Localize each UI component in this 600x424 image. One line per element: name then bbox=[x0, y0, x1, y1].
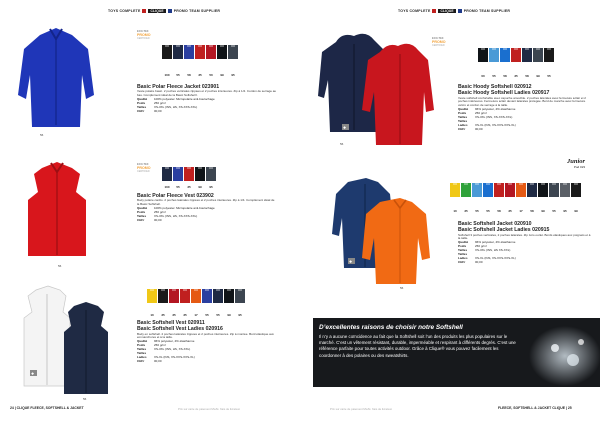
color-code: 95 bbox=[209, 185, 213, 189]
spec-value: 250 g/m² bbox=[475, 110, 487, 115]
eco-badge-line1: ECO-TEX bbox=[137, 163, 149, 166]
color-code: 17 bbox=[519, 209, 523, 213]
header-suffix: PROMO TEAM SUPPLIER bbox=[173, 9, 221, 13]
color-code: 55 bbox=[486, 209, 490, 213]
spec-row bbox=[137, 360, 277, 364]
product-title bbox=[458, 84, 593, 97]
spec-label: Qualité bbox=[458, 106, 469, 111]
spec-value: 00,00 bbox=[475, 126, 483, 131]
product-ref: 56 bbox=[58, 264, 62, 268]
flag-icon bbox=[432, 9, 436, 13]
color-code: 00 bbox=[481, 74, 485, 78]
color-swatch bbox=[472, 183, 482, 197]
color-swatch bbox=[162, 167, 172, 181]
color-code: 95 bbox=[238, 313, 242, 317]
spec-row bbox=[458, 128, 593, 132]
product-title-line: Basic Softshell Jacket Ladies 020915 bbox=[458, 227, 550, 234]
product-info-softshell-jacket bbox=[458, 221, 593, 265]
spec-label: Tailles bbox=[137, 104, 147, 109]
color-code: 58 bbox=[187, 73, 191, 77]
color-swatch bbox=[169, 289, 179, 303]
flag-icon bbox=[458, 9, 462, 13]
eco-badge bbox=[137, 163, 157, 177]
product-specs bbox=[458, 241, 593, 264]
color-swatch bbox=[549, 183, 559, 197]
color-swatch bbox=[500, 48, 510, 62]
spec-label: Poids bbox=[137, 100, 146, 105]
spec-label: Tailles Ladies bbox=[137, 350, 147, 359]
footer-section: FLEECE, SOFTSHELL & JACKET bbox=[498, 406, 552, 410]
color-code: 100 bbox=[164, 185, 170, 189]
product-ref: 56 bbox=[40, 133, 44, 137]
eco-badge-line3: CERTIFIED bbox=[432, 44, 445, 47]
eco-badge-line3: CERTIFIED bbox=[137, 37, 150, 40]
spec-label: Qualité bbox=[137, 339, 148, 344]
color-swatch bbox=[180, 289, 190, 303]
footer-note: Prix sur carte de paiement MwSt. frais de livraison bbox=[330, 407, 393, 411]
spec-label: Poids bbox=[137, 343, 146, 348]
header-left bbox=[108, 9, 220, 13]
spec-row bbox=[137, 110, 277, 114]
product-info-softshell-vest bbox=[137, 320, 277, 364]
spec-value: XS-3XL (INS, HS, XS-XXS-XXL) bbox=[154, 213, 198, 218]
color-code: 35 bbox=[464, 209, 468, 213]
color-codes bbox=[450, 209, 581, 213]
color-swatch bbox=[162, 45, 172, 59]
eco-badge-line2: PROMO bbox=[432, 40, 446, 44]
eco-badge-line1: ECO-TEX bbox=[137, 30, 149, 33]
color-swatch bbox=[527, 183, 537, 197]
header-brand: TOYS COMPLETE bbox=[398, 9, 431, 13]
product-title-line: Basic Softshell Jacket 020910 bbox=[458, 221, 532, 227]
product-info-polar-fleece-vest bbox=[137, 193, 277, 223]
spec-value: 00,00 bbox=[154, 108, 162, 113]
color-swatch bbox=[538, 183, 548, 197]
spec-label: CHFr bbox=[458, 259, 466, 264]
color-code: 35 bbox=[508, 209, 512, 213]
product-photo-hoody-softshell bbox=[318, 30, 438, 150]
product-title-line: Basic Hoody Softshell 020912 bbox=[458, 84, 532, 90]
color-swatch bbox=[206, 167, 216, 181]
color-swatch bbox=[195, 45, 205, 59]
spec-label: Tailles Ladies bbox=[458, 251, 468, 260]
spec-label: Qualité bbox=[137, 96, 148, 101]
spec-value: XS-XL (INS, XS-XXS-XXS-XL) bbox=[154, 354, 195, 359]
spec-value: 96% polyester, 4% élasthanne bbox=[475, 240, 516, 245]
product-title-line: Basic Polar Fleece Vest 023902 bbox=[137, 193, 214, 199]
spec-value: 96% polyester, 4% élasthanne bbox=[475, 106, 516, 111]
eco-badge-line2: PROMO bbox=[137, 33, 151, 37]
color-code: 99 bbox=[227, 313, 231, 317]
spec-value: XS-XL (INS, XS-XXS-XXS-XL) bbox=[475, 122, 516, 127]
promo-title: D’excellentes raisons de choisir notre Softshell bbox=[319, 324, 463, 331]
color-swatch bbox=[191, 289, 201, 303]
junior-label bbox=[567, 158, 585, 169]
product-description: Body en softshell. 2 poches latérales zippées et 2 poches intérieures. Zip à montée. Bord élastique aux emmanchures et à la taille. bbox=[137, 331, 274, 340]
color-swatch bbox=[483, 183, 493, 197]
color-swatches bbox=[162, 45, 238, 59]
color-codes bbox=[162, 185, 216, 189]
spec-label: Qualité bbox=[458, 240, 469, 245]
product-title-line: Basic Polar Fleece Jacket 023901 bbox=[137, 84, 220, 90]
spec-value: XS-3XL (INS, XS-XXS-XXL) bbox=[475, 114, 513, 119]
color-code: 55 bbox=[205, 313, 209, 317]
color-swatch bbox=[461, 183, 471, 197]
svg-text:◆: ◆ bbox=[349, 259, 352, 264]
color-swatch bbox=[147, 289, 157, 303]
spec-label: Poids bbox=[458, 110, 467, 115]
color-code: 35 bbox=[183, 313, 187, 317]
color-swatch bbox=[505, 183, 515, 197]
product-title-line: Basic Hoody Softshell Ladies 020917 bbox=[458, 90, 550, 97]
color-swatch bbox=[544, 48, 554, 62]
color-code: 35 bbox=[187, 185, 191, 189]
color-swatches bbox=[147, 289, 245, 303]
color-swatch bbox=[173, 167, 183, 181]
color-swatch bbox=[195, 167, 205, 181]
product-photo-polar-fleece-jacket bbox=[16, 25, 96, 130]
spec-label: CHFr bbox=[137, 358, 145, 363]
color-swatch bbox=[228, 45, 238, 59]
color-code: 55 bbox=[216, 313, 220, 317]
color-swatch bbox=[158, 289, 168, 303]
clique-logo: CLIQUE bbox=[150, 9, 164, 13]
flag-icon bbox=[168, 9, 172, 13]
product-ref: 56 bbox=[400, 286, 404, 290]
clique-logo: CLIQUE bbox=[16, 406, 30, 410]
svg-text:◆: ◆ bbox=[31, 371, 34, 376]
product-description: Body polaire cardio. 2 poches latérales zippées et 2 poches intérieures. Zip à 1/4. Complément idéal de la Basic Softshell. bbox=[137, 198, 275, 207]
color-code: 95 bbox=[231, 73, 235, 77]
product-specs bbox=[458, 108, 593, 131]
product-ref: 56 bbox=[83, 397, 87, 401]
color-code: 99 bbox=[536, 74, 540, 78]
spec-value: 250 g/m² bbox=[154, 209, 166, 214]
color-code: 10 bbox=[453, 209, 457, 213]
product-description: Softshell 3 poches verticales, 2 poches latérales. Zip zéro ourlet. Bords élastiques aux poignets et à la taille. bbox=[458, 232, 591, 241]
spec-row bbox=[458, 261, 593, 265]
svg-text:◆: ◆ bbox=[343, 125, 346, 130]
color-code: 55 bbox=[475, 209, 479, 213]
product-specs bbox=[137, 207, 277, 223]
color-code: 50 bbox=[209, 73, 213, 77]
color-swatch bbox=[173, 45, 183, 59]
color-swatch bbox=[184, 45, 194, 59]
color-code: 55 bbox=[552, 209, 556, 213]
clique-logo: CLIQUE bbox=[440, 9, 454, 13]
spec-value: XS-3XL (INS, HS XS-XXL) bbox=[475, 248, 511, 252]
color-swatch bbox=[511, 48, 521, 62]
product-specs bbox=[137, 98, 277, 114]
spec-value: 100% polyester. Micropolaire anti-boulochage bbox=[154, 205, 215, 210]
color-code: 58 bbox=[497, 209, 501, 213]
footer-note: Prix sur carte de paiement MwSt. frais de livraison bbox=[178, 407, 241, 411]
flag-icon bbox=[142, 9, 146, 13]
product-specs bbox=[137, 340, 277, 363]
color-code: 99 bbox=[198, 185, 202, 189]
footer-left: 24 | CLIQUE FLEECE, SOFTSHELL & JACKET bbox=[10, 406, 84, 410]
color-swatches bbox=[478, 48, 554, 62]
color-code: 58 bbox=[530, 209, 534, 213]
color-swatches bbox=[162, 167, 216, 181]
page-number: 24 bbox=[10, 406, 14, 410]
spec-label: Tailles Ladies bbox=[458, 118, 468, 127]
spec-label: Qualité bbox=[137, 205, 148, 210]
color-swatch bbox=[206, 45, 216, 59]
eco-badge-line1: ECO-TEX bbox=[432, 37, 444, 40]
color-swatch bbox=[184, 167, 194, 181]
color-swatch bbox=[560, 183, 570, 197]
color-codes bbox=[147, 313, 245, 317]
product-photo-softshell-jacket bbox=[330, 172, 440, 287]
color-swatch bbox=[522, 48, 532, 62]
water-splash-icon bbox=[525, 318, 600, 387]
spec-value: 00,00 bbox=[475, 259, 483, 264]
color-code: 99 bbox=[220, 73, 224, 77]
product-info-polar-fleece-jacket bbox=[137, 84, 277, 114]
color-code: 10 bbox=[150, 313, 154, 317]
color-code: 99 bbox=[574, 209, 578, 213]
spec-value: 00,00 bbox=[154, 358, 162, 363]
junior-title: Junior bbox=[567, 158, 586, 165]
product-title bbox=[458, 221, 593, 234]
color-code: 55 bbox=[547, 74, 551, 78]
eco-badge-line3: CERTIFIED bbox=[137, 170, 150, 173]
eco-badge bbox=[432, 37, 452, 51]
color-code: 35 bbox=[514, 74, 518, 78]
footer-section: FLEECE, SOFTSHELL & JACKET bbox=[30, 406, 84, 410]
color-code: 95 bbox=[563, 209, 567, 213]
color-swatch bbox=[235, 289, 245, 303]
color-swatch bbox=[217, 45, 227, 59]
color-swatch bbox=[516, 183, 526, 197]
page-number: 25 bbox=[567, 406, 572, 410]
spec-value: 100% polyester. Micropolaire anti-boulochage bbox=[154, 96, 215, 101]
color-code: 55 bbox=[492, 74, 496, 78]
color-code: 99 bbox=[541, 209, 545, 213]
product-photo-softshell-vest bbox=[18, 282, 123, 397]
color-code: 35 bbox=[172, 313, 176, 317]
color-code: 35 bbox=[161, 313, 165, 317]
color-code: 55 bbox=[176, 185, 180, 189]
spec-label: CHFr bbox=[458, 126, 466, 131]
color-code: 58 bbox=[525, 74, 529, 78]
color-swatch bbox=[202, 289, 212, 303]
spec-row bbox=[137, 219, 277, 223]
spec-value: 00,00 bbox=[154, 217, 162, 222]
color-swatch bbox=[224, 289, 234, 303]
product-title-line: Basic Softshell Vest Ladies 020916 bbox=[137, 326, 223, 333]
spec-value: XS-XL (INS, XS-XXS-XXS-XL) bbox=[475, 255, 516, 260]
spec-label: CHFr bbox=[137, 217, 145, 222]
color-codes bbox=[478, 74, 554, 78]
product-photo-polar-fleece-vest bbox=[22, 160, 92, 258]
eco-badge bbox=[137, 30, 157, 44]
spec-label: Tailles bbox=[458, 248, 468, 252]
color-swatch bbox=[571, 183, 581, 197]
spec-value: 250 g/m² bbox=[154, 343, 166, 348]
spec-value: XS-3XL (INS, HS, XS-XXS-XXL) bbox=[154, 104, 198, 109]
footer-right: FLEECE, SOFTSHELL & JACKET CLIQUE | 25 bbox=[498, 406, 572, 410]
product-title bbox=[137, 320, 277, 333]
color-code: 55 bbox=[176, 73, 180, 77]
header-right bbox=[398, 9, 510, 13]
product-description: Veste softshell confortable avec capuche amovible. 2 poches latérales avec fermeture éclair et 2 poches intérieures. Fermeture éclair devant latérales protégée. Bord de manche avec fermeture velcro et cordon de serrage à la taille. bbox=[458, 95, 586, 108]
promo-box bbox=[313, 318, 600, 387]
spec-value: XS-3XL (INS, HS, XS-XXL) bbox=[154, 347, 191, 351]
product-description: Veste polaire basic. 2 poches verticales zippées et 2 poches intérieures. Zip à 1/4. Cordon de serrage au bas. Complément idéal de la Basic Softshell I. bbox=[137, 89, 277, 98]
promo-body: Il n’y a aucune coïncidence au fait que la Softshell soit l’un des produits les plus populaires sur le marché. C’est un vêtement résistant, durable, imperméable et respirant à différents degrés. C’est une référence parfaite pour toutes activités outdoor. Grâce à Clique® vous pouvez facilement les coordonner à des polaires ou des sweatshirts. bbox=[319, 334, 516, 358]
spec-value: 96% polyester, 4% élasthanne bbox=[154, 339, 195, 344]
color-swatch bbox=[478, 48, 488, 62]
color-swatch bbox=[450, 183, 460, 197]
clique-logo: CLIQUE bbox=[552, 406, 566, 410]
color-swatches bbox=[450, 183, 581, 197]
color-codes bbox=[162, 73, 238, 77]
color-code: 17 bbox=[194, 313, 198, 317]
color-swatch bbox=[494, 183, 504, 197]
header-brand: TOYS COMPLETE bbox=[108, 9, 141, 13]
spec-label: Poids bbox=[458, 244, 467, 249]
header-suffix: PROMO TEAM SUPPLIER bbox=[463, 9, 511, 13]
eco-badge-line2: PROMO bbox=[137, 166, 151, 170]
spec-value: 250 g/m² bbox=[154, 100, 166, 105]
color-swatch bbox=[213, 289, 223, 303]
color-swatch bbox=[489, 48, 499, 62]
product-title-line: Basic Softshell Vest 020911 bbox=[137, 320, 205, 326]
spec-label: Tailles bbox=[458, 114, 468, 119]
spec-value: 250 g/m² bbox=[475, 244, 487, 249]
spec-label: Tailles bbox=[137, 347, 147, 351]
product-ref: 56 bbox=[340, 142, 344, 146]
color-code: 100 bbox=[164, 73, 170, 77]
color-code: 58 bbox=[503, 74, 507, 78]
color-swatch bbox=[533, 48, 543, 62]
junior-code: Pod 023 bbox=[573, 165, 586, 169]
product-info-hoody-softshell bbox=[458, 84, 593, 131]
spec-label: Tailles bbox=[137, 213, 147, 218]
spec-label: Poids bbox=[137, 209, 146, 214]
color-code: 35 bbox=[198, 73, 202, 77]
spec-label: CHFr bbox=[137, 108, 145, 113]
